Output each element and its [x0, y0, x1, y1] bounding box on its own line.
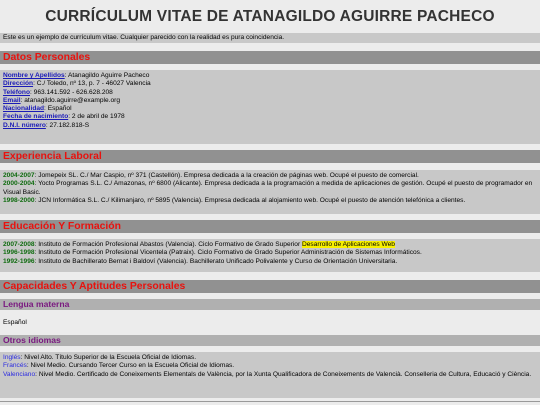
- education-item: 2007-2008: Instituto de Formación Profesional Abastos (Valencia). Ciclo Formativo de Grado Superior Desarrollo de Aplicaciones Web: [3, 241, 395, 248]
- field-label[interactable]: Nombre y Apellidos: [3, 72, 65, 79]
- education-text: Instituto de Formación Profesional Abastos (Valencia). Ciclo Formativo de Grado Superior: [38, 241, 302, 248]
- field-value: Atanagildo Aguirre Pacheco: [68, 72, 150, 79]
- experience-item: 1998-2000: JCN Informática S.L. C./ Kilimanjaro, nº 5895 (Valencia). Empresa dedicada al alojamiento web. Ocupé el puesto de atención telefónica a clientes.: [3, 196, 466, 204]
- field-label[interactable]: Teléfono: [3, 88, 30, 96]
- field-nationality: Nacionalidad: Español: [3, 105, 72, 113]
- field-label[interactable]: D.N.I. número: [3, 121, 46, 129]
- field-value: C./ Toledo, nº 13, p. 7 - 46027 Valencia: [36, 80, 151, 88]
- field-name: Nombre y Apellidos: Atanagildo Aguirre Pacheco: [3, 72, 150, 79]
- field-label[interactable]: Fecha de nacimiento: [3, 113, 69, 121]
- education-years: 2007-2008: [3, 241, 35, 248]
- field-label[interactable]: Nacionalidad: [3, 105, 45, 113]
- education-text: Instituto de Bachillerato Bernat i Baldoví (Valencia). Bachillerato Unificado Polivalente y Curso de Orientación Universitaria.: [38, 257, 398, 265]
- language-item: Valenciano: Nivel Medio. Certificado de Coneixements Elementals de València, por la Xunta Qualificadora de Coneixements de Valencià. Conselleria de Cultura, Educació y Ciència.: [3, 370, 532, 378]
- education-block: [0, 239, 540, 272]
- experience-text: Yocto Programas S.L. C./ Amazonas, nº 6800 (Alicante). Empresa dedicada a la programación a medida de aplicaciones de gestión. Ocupé el puesto de programador en Visual Basic.: [3, 180, 533, 196]
- languages-block: [0, 352, 540, 398]
- field-value: atanagildo.aguirre@example.org: [24, 96, 121, 104]
- experience-years: 1998-2000: [3, 196, 35, 204]
- field-value: 963.141.592 - 626.628.208: [33, 88, 113, 96]
- field-address: Dirección: C./ Toledo, nº 13, p. 7 - 46027 Valencia: [3, 80, 151, 88]
- section-heading-education: Educación Y Formación: [0, 220, 540, 233]
- experience-text: JCN Informática S.L. C./ Kilimanjaro, nº 5895 (Valencia). Empresa dedicada al alojamiento web. Ocupé el puesto de atención telefónica a clientes.: [38, 196, 466, 204]
- mother-tongue-value: Español: [3, 319, 27, 326]
- language-item: Francés: Nivel Medio. Cursando Tercer Curso en la Escuela Oficial de Idiomas.: [3, 362, 235, 370]
- intro-note: Este es un ejemplo de currículum vitae. Cualquier parecido con la realidad es pura coincidencia.: [0, 33, 540, 43]
- education-text: Instituto de Formación Profesional Vicentela (Patraix). Ciclo Formativo de Grado Superior Administración de Sistemas Informáticos.: [38, 249, 422, 257]
- field-value: 27.182.818-S: [49, 121, 90, 129]
- subheading-other-languages: Otros idiomas: [0, 335, 540, 346]
- personal-data-block: [0, 70, 540, 144]
- language-level: Nivel Medio. Certificado de Coneixements Elementals de València, por la Xunta Qualificadora de Coneixements de Valencià. Conselleria de Cultura, Educació y Ciència.: [38, 370, 532, 378]
- experience-block: [0, 170, 540, 214]
- language-name: Francés: [3, 362, 27, 370]
- field-label[interactable]: Email: [3, 96, 21, 104]
- experience-item: 2000-2004: Yocto Programas S.L. C./ Amazonas, nº 6800 (Alicante). Empresa dedicada a la programación a medida de aplicaciones de gestión. Ocupé el puesto de programador en Visual Basic.: [3, 180, 533, 196]
- language-item: Inglés: Nivel Alto. Título Superior de la Escuela Oficial de Idiomas.: [3, 354, 197, 361]
- education-item: 1992-1996: Instituto de Bachillerato Bernat i Baldoví (Valencia). Bachillerato Unificado Polivalente y Curso de Orientación Universitaria.: [3, 257, 398, 265]
- page-title: CURRÍCULUM VITAE DE ATANAGILDO AGUIRRE PACHECO: [45, 8, 495, 25]
- education-years: 1996-1998: [3, 249, 35, 257]
- language-level: Nivel Medio. Cursando Tercer Curso en la Escuela Oficial de Idiomas.: [30, 362, 235, 370]
- field-birthdate: Fecha de nacimiento: 2 de abril de 1978: [3, 113, 125, 121]
- field-email: Email: atanagildo.aguirre@example.org: [3, 96, 121, 104]
- experience-text: Jomepeix SL. C./ Mar Caspio, nº 371 (Castellón). Empresa dedicada a la creación de páginas web. Ocupé el puesto de comercial.: [38, 172, 419, 179]
- subheading-mother-tongue: Lengua materna: [0, 299, 540, 310]
- divider: [0, 401, 540, 402]
- language-name: Inglés: [3, 354, 21, 361]
- education-item: 1996-1998: Instituto de Formación Profesional Vicentela (Patraix). Ciclo Formativo de Grado Superior Administración de Sistemas Informáticos.: [3, 249, 422, 257]
- education-years: 1992-1996: [3, 257, 35, 265]
- language-name: Valenciano: [3, 370, 36, 378]
- section-heading-experience: Experiencia Laboral: [0, 150, 540, 163]
- field-id: D.N.I. número: 27.182.818-S: [3, 121, 90, 129]
- field-phone: Teléfono: 963.141.592 - 626.628.208: [3, 88, 113, 96]
- field-value: 2 de abril de 1978: [71, 113, 125, 121]
- experience-years: 2000-2004: [3, 180, 35, 188]
- section-heading-personal: Datos Personales: [0, 51, 540, 64]
- experience-item: 2004-2007: Jomepeix SL. C./ Mar Caspio, nº 371 (Castellón). Empresa dedicada a la creación de páginas web. Ocupé el puesto de comercial.: [3, 172, 419, 179]
- field-label[interactable]: Dirección: [3, 80, 34, 88]
- highlighted-course: Desarrollo de Aplicaciones Web: [301, 241, 395, 248]
- section-heading-skills: Capacidades Y Aptitudes Personales: [0, 280, 540, 293]
- language-level: Nivel Alto. Título Superior de la Escuela Oficial de Idiomas.: [24, 354, 197, 361]
- field-value: Español: [47, 105, 72, 113]
- experience-years: 2004-2007: [3, 172, 35, 179]
